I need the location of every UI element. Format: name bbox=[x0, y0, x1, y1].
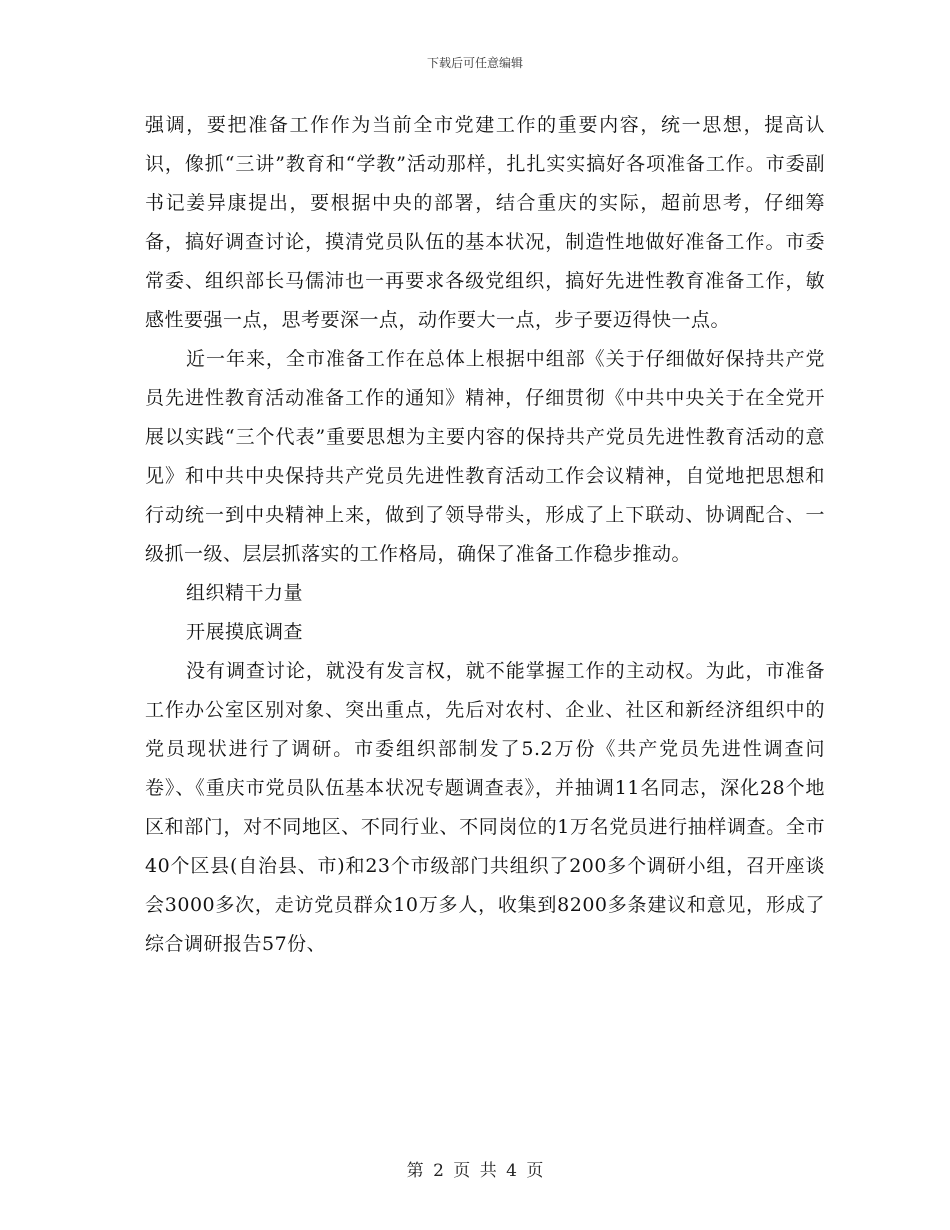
section-heading-organize: 组织精干力量 bbox=[186, 582, 304, 604]
section-heading-survey: 开展摸底调查 bbox=[186, 621, 304, 643]
paragraph-continuation: 强调，要把准备工作作为当前全市党建工作的重要内容，统一思想，提高认识，像抓“三讲”教育和“学教”活动那样，扎扎实实搞好各项准备工作。市委副书记姜异康提出，要根据中央的部署，结合重庆的实际，超前思考，仔细筹备，搞好调查讨论，摸清党员队伍的基本状况，制造性地做好准备工作。市委常委、组织部长马儒沛也一再要求各级党组织，搞好先进性教育准备工作，敏感性要强一点，思考要深一点，动作要大一点，步子要迈得快一点。 bbox=[145, 114, 825, 331]
document-body bbox=[145, 106, 825, 964]
page-number-footer: 第 2 页 共 4 页 bbox=[406, 1161, 544, 1181]
page-header: 下载后可任意编辑 bbox=[426, 56, 523, 70]
paragraph-preparation-progress: 近一年来，全市准备工作在总体上根据中组部《关于仔细做好保持共产党员先进性教育活动准备工作的通知》精神，仔细贯彻《中共中央关于在全党开展以实践“三个代表”重要思想为主要内容的保持共产党员先进性教育活动的意见》和中共中央保持共产党员先进性教育活动工作会议精神，自觉地把思想和行动统一到中央精神上来，做到了领导带头，形成了上下联动、协调配合、一级抓一级、层层抓落实的工作格局，确保了准备工作稳步推动。 bbox=[145, 348, 825, 565]
paragraph-investigation: 没有调查讨论，就没有发言权，就不能掌握工作的主动权。为此，市准备工作办公室区别对象、突出重点，先后对农村、企业、社区和新经济组织中的党员现状进行了调研。市委组织部制发了5.2万份《共产党员先进性调查问卷》、《重庆市党员队伍基本状况专题调查表》，并抽调11名同志，深化28个地区和部门，对不同地区、不同行业、不同岗位的1万名党员进行抽样调查。全市40个区县(自治县、市)和23个市级部门共组织了200多个调研小组，召开座谈会3000多次，走访党员群众10万多人，收集到8200多条建议和意见，形成了综合调研报告57份、 bbox=[145, 660, 825, 955]
